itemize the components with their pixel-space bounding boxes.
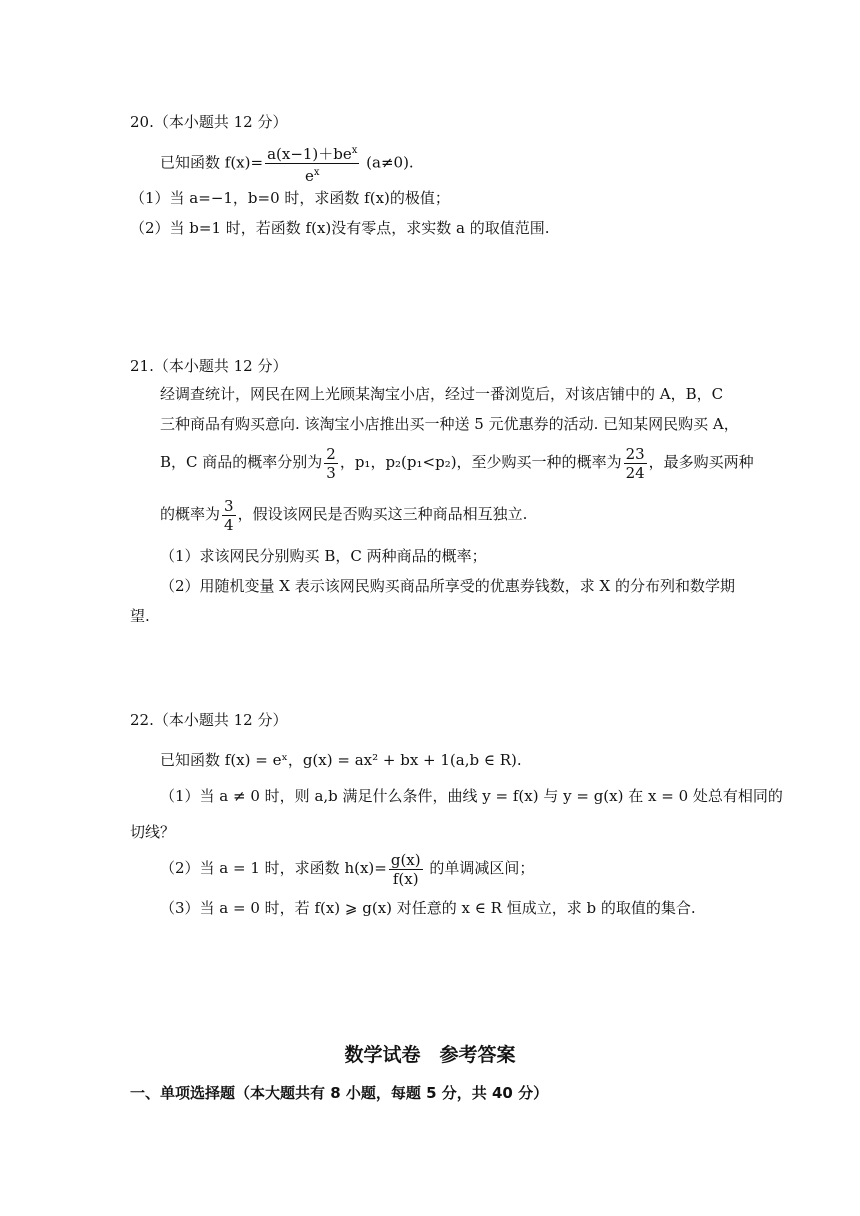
q21-line1: 经调查统计，网民在网上光顾某淘宝小店，经过一番浏览后，对该店铺中的 A，B，C	[160, 385, 724, 403]
q22-part2	[160, 848, 534, 888]
q20-header: 20.（本小题共 12 分）	[130, 113, 288, 131]
q20-frac-num-sup: x	[351, 145, 358, 156]
q20-frac-den-sup: x	[313, 167, 320, 178]
q21-line3	[160, 442, 754, 482]
q21-frac1-den: 3	[326, 463, 336, 482]
q21-frac3-den: 4	[224, 515, 234, 534]
q21-part1: （1）求该网民分别购买 B，C 两种商品的概率；	[160, 547, 487, 565]
q20-fraction	[265, 142, 359, 185]
q21-header: 21.（本小题共 12 分）	[130, 357, 288, 375]
q21-line3-b: ，p₁，p₂(p₁<p₂)，至少购买一种的概率为	[339, 453, 622, 471]
q21-part2-a: （2）用随机变量 X 表示该网民购买商品所享受的优惠券钱数，求 X 的分布列和数学期	[160, 577, 735, 595]
q21-part2-b: 望.	[130, 607, 150, 625]
section-1-heading: 一、单项选择题（本大题共有 8 小题，每题 5 分，共 40 分）	[130, 1084, 549, 1102]
q21-frac-23-24	[624, 445, 647, 482]
q20-stem-suffix: (a≠0).	[361, 153, 414, 172]
q22-part1-a: （1）当 a ≠ 0 时，则 a,b 满足什么条件，曲线 y = f(x) 与 y = g(x) 在 x = 0 处总有相同的	[160, 787, 783, 805]
q22-part2-a: （2）当 a = 1 时，求函数 h(x)=	[160, 859, 387, 877]
q22-frac-den: f(x)	[392, 869, 419, 888]
q20-stem	[160, 142, 414, 185]
q22-part1-b: 切线？	[130, 823, 176, 841]
q22-stem: 已知函数 f(x) = eˣ，g(x) = ax² + bx + 1(a,b ∈ R).	[160, 751, 522, 769]
q21-line4	[160, 494, 527, 534]
q20-stem-prefix: 已知函数 f(x)=	[160, 153, 264, 172]
q21-frac2-den: 24	[625, 463, 645, 482]
q22-frac-num: g(x)	[390, 850, 421, 869]
q22-part3: （3）当 a = 0 时，若 f(x) ⩾ g(x) 对任意的 x ∈ R 恒成立，求 b 的取值的集合.	[160, 899, 696, 917]
q20-frac-num: a(x−1)＋be	[267, 145, 352, 163]
q20-frac-den: e	[304, 167, 314, 185]
q21-frac-2-3	[324, 445, 338, 482]
q21-line2: 三种商品有购买意向. 该淘宝小店推出买一种送 5 元优惠券的活动. 已知某网民购买 A，	[160, 415, 739, 433]
q21-frac3-num: 3	[224, 496, 234, 515]
q22-part2-b: 的单调减区间；	[424, 859, 535, 877]
q22-frac-h	[389, 851, 423, 888]
q21-line3-a: B，C 商品的概率分别为	[160, 453, 323, 471]
q21-line4-a: 的概率为	[160, 505, 221, 523]
q21-line3-c: ，最多购买两种	[648, 453, 754, 471]
answer-title: 数学试卷 参考答案	[344, 1044, 516, 1066]
q21-frac-3-4	[222, 497, 236, 534]
q22-header: 22.（本小题共 12 分）	[130, 711, 288, 729]
q21-line4-b: ，假设该网民是否购买这三种商品相互独立.	[237, 505, 528, 523]
q21-frac1-num: 2	[326, 444, 336, 463]
q21-frac2-num: 23	[625, 444, 645, 463]
q20-part2: （2）当 b=1 时，若函数 f(x)没有零点，求实数 a 的取值范围.	[130, 219, 550, 237]
q20-part1: （1）当 a=−1，b=0 时，求函数 f(x)的极值；	[130, 189, 450, 207]
